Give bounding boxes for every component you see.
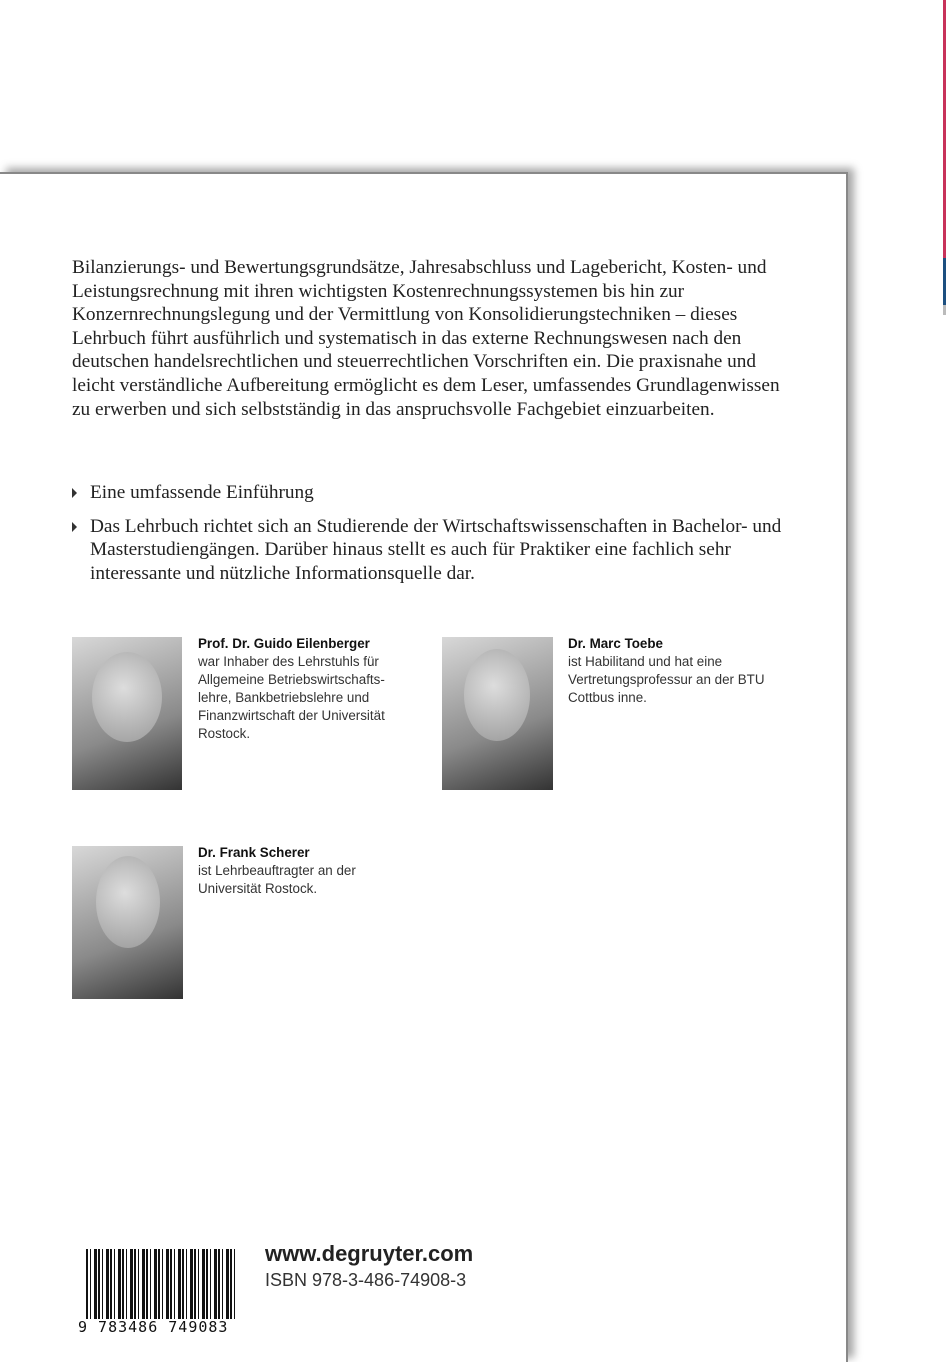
- isbn-text: ISBN 978-3-486-74908-3: [265, 1270, 467, 1290]
- author-photo-eilenberger: [72, 637, 182, 790]
- bullet-item: [72, 481, 802, 505]
- blurb-text: Bilanzierungs- und Bewertungsgrundsätze, Jahresabschluss und Lagebericht, Kosten- und Leistungsrechnung mit ihren wichtigsten Kostenrechnungssystemen bis hin zur Konzernrechnungslegung und der Vermittlung von Konsolidierungstechniken – dieses Lehrbuch führt ausführlich und systematisch in das externe Rechnungswesen nach den deutschen handelsrechtlichen und steuerrechtlichen Vorschriften ein. Die praxisnahe und leicht verständliche Aufbereitung ermöglicht es dem Leser, umfassendes Grundlagenwissen zu erwerben und sich selbstständig in das anspruchsvolle Fachgebiet einzuarbeiten.: [72, 257, 780, 420]
- author-eilenberger: [198, 635, 413, 743]
- author-name: Dr. Frank Scherer: [198, 845, 310, 860]
- author-photo-toebe: [442, 637, 553, 790]
- author-scherer: [198, 844, 398, 898]
- bullet-text: Das Lehrbuch richtet sich an Studierende der Wirtschaftswissenschaften in Bachelor- und Masterstudiengängen. Darüber hinaus stellt es auch für Praktiker eine fachlich sehr interessante und nützliche Informationsquelle dar.: [90, 515, 782, 584]
- author-photo-scherer: [72, 846, 183, 999]
- triangle-bullet-icon: [72, 488, 77, 498]
- author-bio: ist Habilitand und hat eine Vertretungsprofessur an der BTU Cottbus inne.: [568, 654, 765, 705]
- author-name: Prof. Dr. Guido Eilenberger: [198, 636, 370, 651]
- author-name: Dr. Marc Toebe: [568, 636, 664, 651]
- author-bio: war Inhaber des Lehrstuhls für Allgemeine Betriebswirtschafts-lehre, Bankbetriebslehre und Finanzwirtschaft der Universität Rostock.: [198, 654, 385, 741]
- isbn-barcode: [86, 1249, 236, 1319]
- author-bio: ist Lehrbeauftragter an der Universität Rostock.: [198, 863, 356, 896]
- bullet-text: Eine umfassende Einführung: [90, 482, 314, 503]
- author-toebe: [568, 635, 768, 707]
- triangle-bullet-icon: [72, 522, 77, 532]
- bullet-item: [72, 515, 802, 586]
- publisher-url[interactable]: www.degruyter.com: [265, 1241, 474, 1266]
- barcode-number: 9 783486 749083: [78, 1318, 229, 1336]
- bullet-list: [72, 481, 802, 595]
